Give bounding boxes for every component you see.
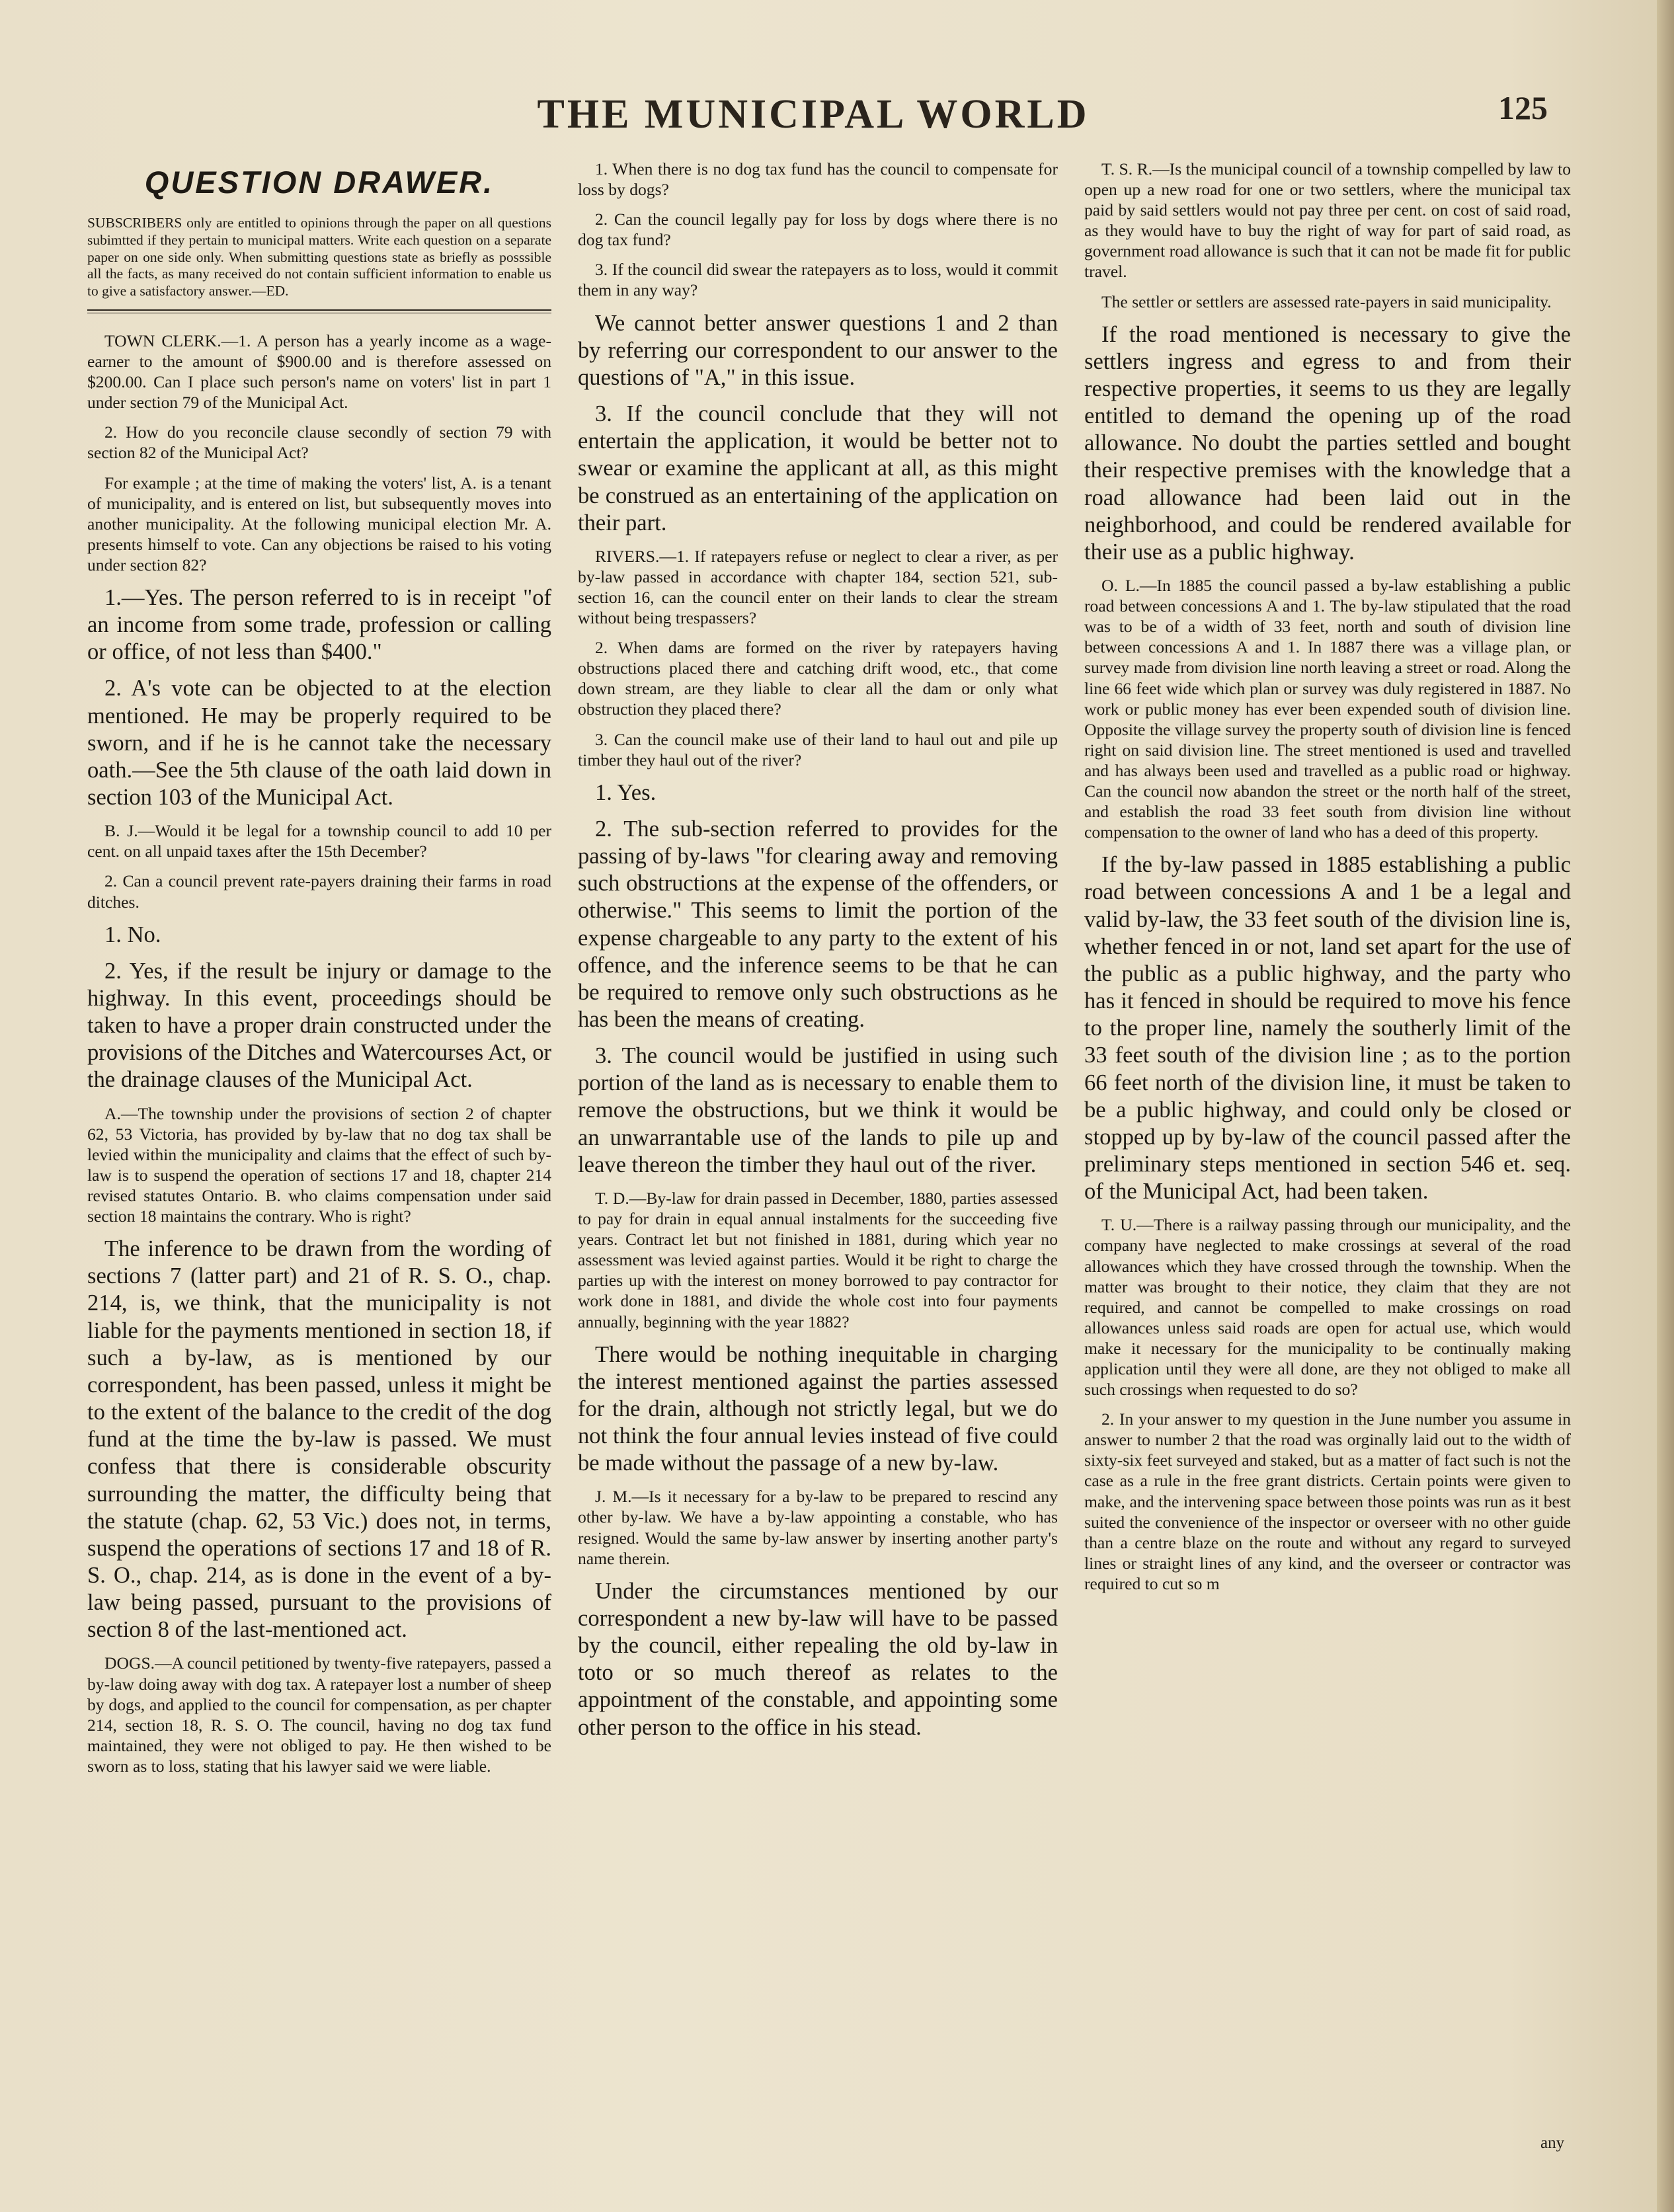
question-t-d: T. D.—By-law for drain passed in December, 1880, parties assessed to pay for drain in equal annual instalments for the succeeding five years. Contract let but not finished in 1881, during which year no assessment was levied against parties. Would it be right to charge the parties up with the interest on money borrowed to pay contractor for work done in 1881, and divide the whole cost into four payments annually, beginning with the year 1882? [578,1188,1058,1331]
answer-text: 2. Yes, if the result be injury or damage to the highway. In this event, proceedings should be taken to have a proper drain constructed under the provisions of the Ditches and Watercourses Act, or the drainage clauses of the Municipal Act. [87,958,551,1093]
question-text: For example ; at the time of making the voters' list, A. is a tenant of municipality, and is entered on list, but subsequently moves into another municipality. At the following municipal election Mr. A. presents himself to vote. Can any objections be raised to his voting under section 82? [87,473,551,574]
question-b-j: B. J.—Would it be legal for a township council to add 10 per cent. on all unpaid taxes after the 15th December? [87,821,551,861]
masthead: THE MUNICIPAL WORLD [537,92,1090,137]
column-3 [1084,159,1571,1603]
question-text: The settler or settlers are assessed rate-payers in said municipality. [1101,292,1552,311]
question-text: 2. When dams are formed on the river by ratepayers having obstructions placed there and catching drift wood, etc., that come down stream, are they liable to clear all the dam or only what obstruction they placed there? [578,638,1058,719]
answer-text: Under the circumstances mentioned by our correspondent a new by-law will have to be passed by the council, either repealing the old by-law in toto or so much thereof as relates to the appointment of the constable, and appointing some other person to the office in his stead. [578,1578,1058,1740]
section-title: QUESTION DRAWER. [144,165,495,200]
question-t-s-r: T. S. R.—Is the municipal council of a township compelled by law to open up a new road for one or two settlers, where the municipal tax paid by said settlers would not pay three per cent. on cost of said road, as they would have to buy the right of way for part of said road, as government road allowance is such that it can not be made fit for public travel. [1084,159,1571,282]
subscriber-notice: SUBSCRIBERS only are entitled to opinions through the paper on all questions subimtted if they pertain to municipal matters. Write each question on a separate paper on one side only. When submitting questions state as briefly as posssible all the facts, as many received do not contain sufficient information to enable us to give a satisfactory answer.—ED. [87,215,551,299]
question-a: A.—The township under the provisions of section 2 of chapter 62, 53 Victoria, has provided by by-law that no dog tax shall be levied within the municipality and claims that the effect of such by-law is to suspend the operation of sections 17 and 18, chapter 214 revised statutes Ontario. B. who claims compensation under said section 18 maintains the contrary. Who is right? [87,1103,551,1226]
answer-text: If the by-law passed in 1885 establishing a public road between concessions A and 1 be a legal and valid by-law, the 33 feet south of the division line is, whether fenced in or not, land set apart for the use of the public as a public highway, and the party who has it fenced in should be required to move his fence to the proper line, namely the southerly limit of the 33 feet south of the division line ; as to the portion 66 feet north of the division line, it must be taken to be a public highway, and could only be closed or stopped up by by-law of the council passed after the preliminary steps mentioned in section 546 et. seq. of the Municipal Act, had been taken. [1084,852,1571,1205]
question-text: 1. When there is no dog tax fund has the council to compensate for loss by dogs? [578,159,1058,200]
question-text: 3. If the council did swear the ratepayers as to loss, would it commit them in any way? [578,260,1058,300]
question-text: 2. How do you reconcile clause secondly of section 79 with section 82 of the Municipal Act? [87,422,551,463]
question-text: 2. Can a council prevent rate-payers draining their farms in road ditches. [87,871,551,912]
answer-text: There would be nothing inequitable in charging the interest mentioned against the parties assessed for the drain, although not strictly legal, but we do not think the four annual levies instead of five could be made without the passage of a new by-law. [578,1341,1058,1476]
question-o-l: O. L.—In 1885 the council passed a by-law establishing a public road between concessions A and 1. The by-law stipulated that the road was to be of a width of 33 feet, north and south of division line between concessions A and 1. In 1887 there was a village plan, or survey made from division line north leaving a street or road. Along the line 66 feet wide which plan or survey was duly registered in 1887. No work or public money has ever been expended south of division line. Opposite the village survey the property south of division line is fenced right on said division line. The street mentioned is used and travelled and has always been used and travelled as a public road or highway. Can the council now abandon the street or the north half of the street, and establish the road 33 feet south from division line without compensation to the owner of land who has a deed of this property. [1084,576,1571,842]
question-rivers: RIVERS.—1. If ratepayers refuse or neglect to clear a river, as per by-law passed in accordance with chapter 184, section 521, sub-section 16, can the council enter on their lands to clear the stream without being trespassers? [578,546,1058,628]
answer-text: 1. No. [104,922,161,947]
answer-text: The inference to be drawn from the wording of sections 7 (latter part) and 21 of R. S. O., chap. 214, is, we think, that the municipality is not liable for the payments mentioned in section 18, if such a by-law, as is mentioned by our correspondent, has been passed, unless it might be to the extent of the balance to the credit of the dog fund at the time the by-law is passed. We must confess that there is considerable obscurity surrounding the matter, the difficulty being that the statute (chap. 62, 53 Vic.) does not, in terms, suspend the operations of sections 17 and 18 of R. S. O., chap. 214, as is done in the event of a by-law being passed, pursuant to the provisions of section 8 of the last-mentioned act. [87,1236,551,1643]
page-spine [1657,0,1674,2212]
answer-text: 3. If the council conclude that they will not entertain the application, it would be better not to swear or examine the applicant at all, as this might be construed as an entertaining of the application on their part. [578,401,1058,535]
question-t-u: T. U.—There is a railway passing through our municipality, and the company have neglected to make crossings at several of the road allowances which they have crossed through the township. When the matter was brought to their notice, they claim that they are not required, and cannot be compelled to make crossings on road allowances unless said roads are open for actual use, which would make it necessary for the municipality to be continually making application until they were all done, are they not obliged to make all such crossings when requested to do so? [1084,1215,1571,1400]
catchword: any [1540,2134,1565,2152]
question-town-clerk: TOWN CLERK.—1. A person has a yearly income as a wage-earner to the amount of $900.00 and is therefore assessed on $200.00. Can I place such person's name on voters' list in part 1 under section 79 of the Municipal Act. [87,331,551,413]
question-dogs: DOGS.—A council petitioned by twenty-five ratepayers, passed a by-law doing away with dog tax. A ratepayer lost a number of sheep by dogs, and applied to the council for compensation, as per chapter 214, section 18, R. S. O. The council, having no dog tax fund maintained, they were not obliged to pay. He then wished to be sworn as to loss, stating that his lawyer said we were liable. [87,1653,551,1776]
answer-text: 2. A's vote can be objected to at the election mentioned. He may be properly required to be sworn, and if he is he cannot take the necessary oath.—See the 5th clause of the oath laid down in section 103 of the Municipal Act. [87,676,551,810]
answer-text: 1.—Yes. The person referred to is in receipt "of an income from some trade, profession or calling or office, of not less than $400." [87,585,551,665]
page-number: 125 [1498,89,1548,126]
double-rule [87,309,551,313]
question-text: 3. Can the council make use of their land to haul out and pile up timber they haul out of the river? [578,729,1058,770]
question-text: 2. Can the council legally pay for loss by dogs where there is no dog tax fund? [578,210,1058,250]
answer-text: We cannot better answer questions 1 and 2 than by referring our correspondent to our answer to the questions of "A," in this issue. [578,310,1058,390]
answer-text: If the road mentioned is necessary to give the settlers ingress and egress to and from their respective properties, it seems to us they are legally entitled to demand the opening up of the road allowance. No doubt the parties settled and bought their respective premises with the knowledge that a road allowance had been laid out in the neighborhood, and could be rendered available for their use as a public highway. [1084,321,1571,565]
column-1 [87,159,551,1786]
answer-text: 3. The council would be justified in using such portion of the land as is necessary to enable them to remove the obstructions, but we think it would be an unwarrantable use of the lands to pile up and leave thereon the timber they haul out of the river. [578,1043,1058,1177]
answer-text: 2. The sub-section referred to provides for the passing of by-laws "for clearing away and removing such obstructions at the expense of the offenders, or otherwise." This seems to limit the portion of the expense chargeable to any party to the extent of his offence, and the inference seems to be that he can be required to remove only such obstructions as he has been the means of creating. [578,816,1058,1032]
answer-text: 1. Yes. [595,779,657,805]
question-text: 2. In your answer to my question in the June number you assume in answer to number 2 that the road was orginally laid out to the width of sixty-six feet surveyed and staked, but as a matter of fact such is not the case as a rule in the free grant districts. Certain points were given to make, and the intervening space between those points was run as it best suited the convenience of the inspector or overseer with no other guide than a centre blaze on the route and without any regard to surveyed lines or straight lines of any kind, and the overseer or contractor was required to cut so m [1084,1409,1571,1593]
column-2 [578,159,1058,1751]
question-j-m: J. M.—Is it necessary for a by-law to be prepared to rescind any other by-law. We have a by-law appointing a constable, who has resigned. Would the same by-law answer by inserting another party's name therein. [578,1487,1058,1568]
